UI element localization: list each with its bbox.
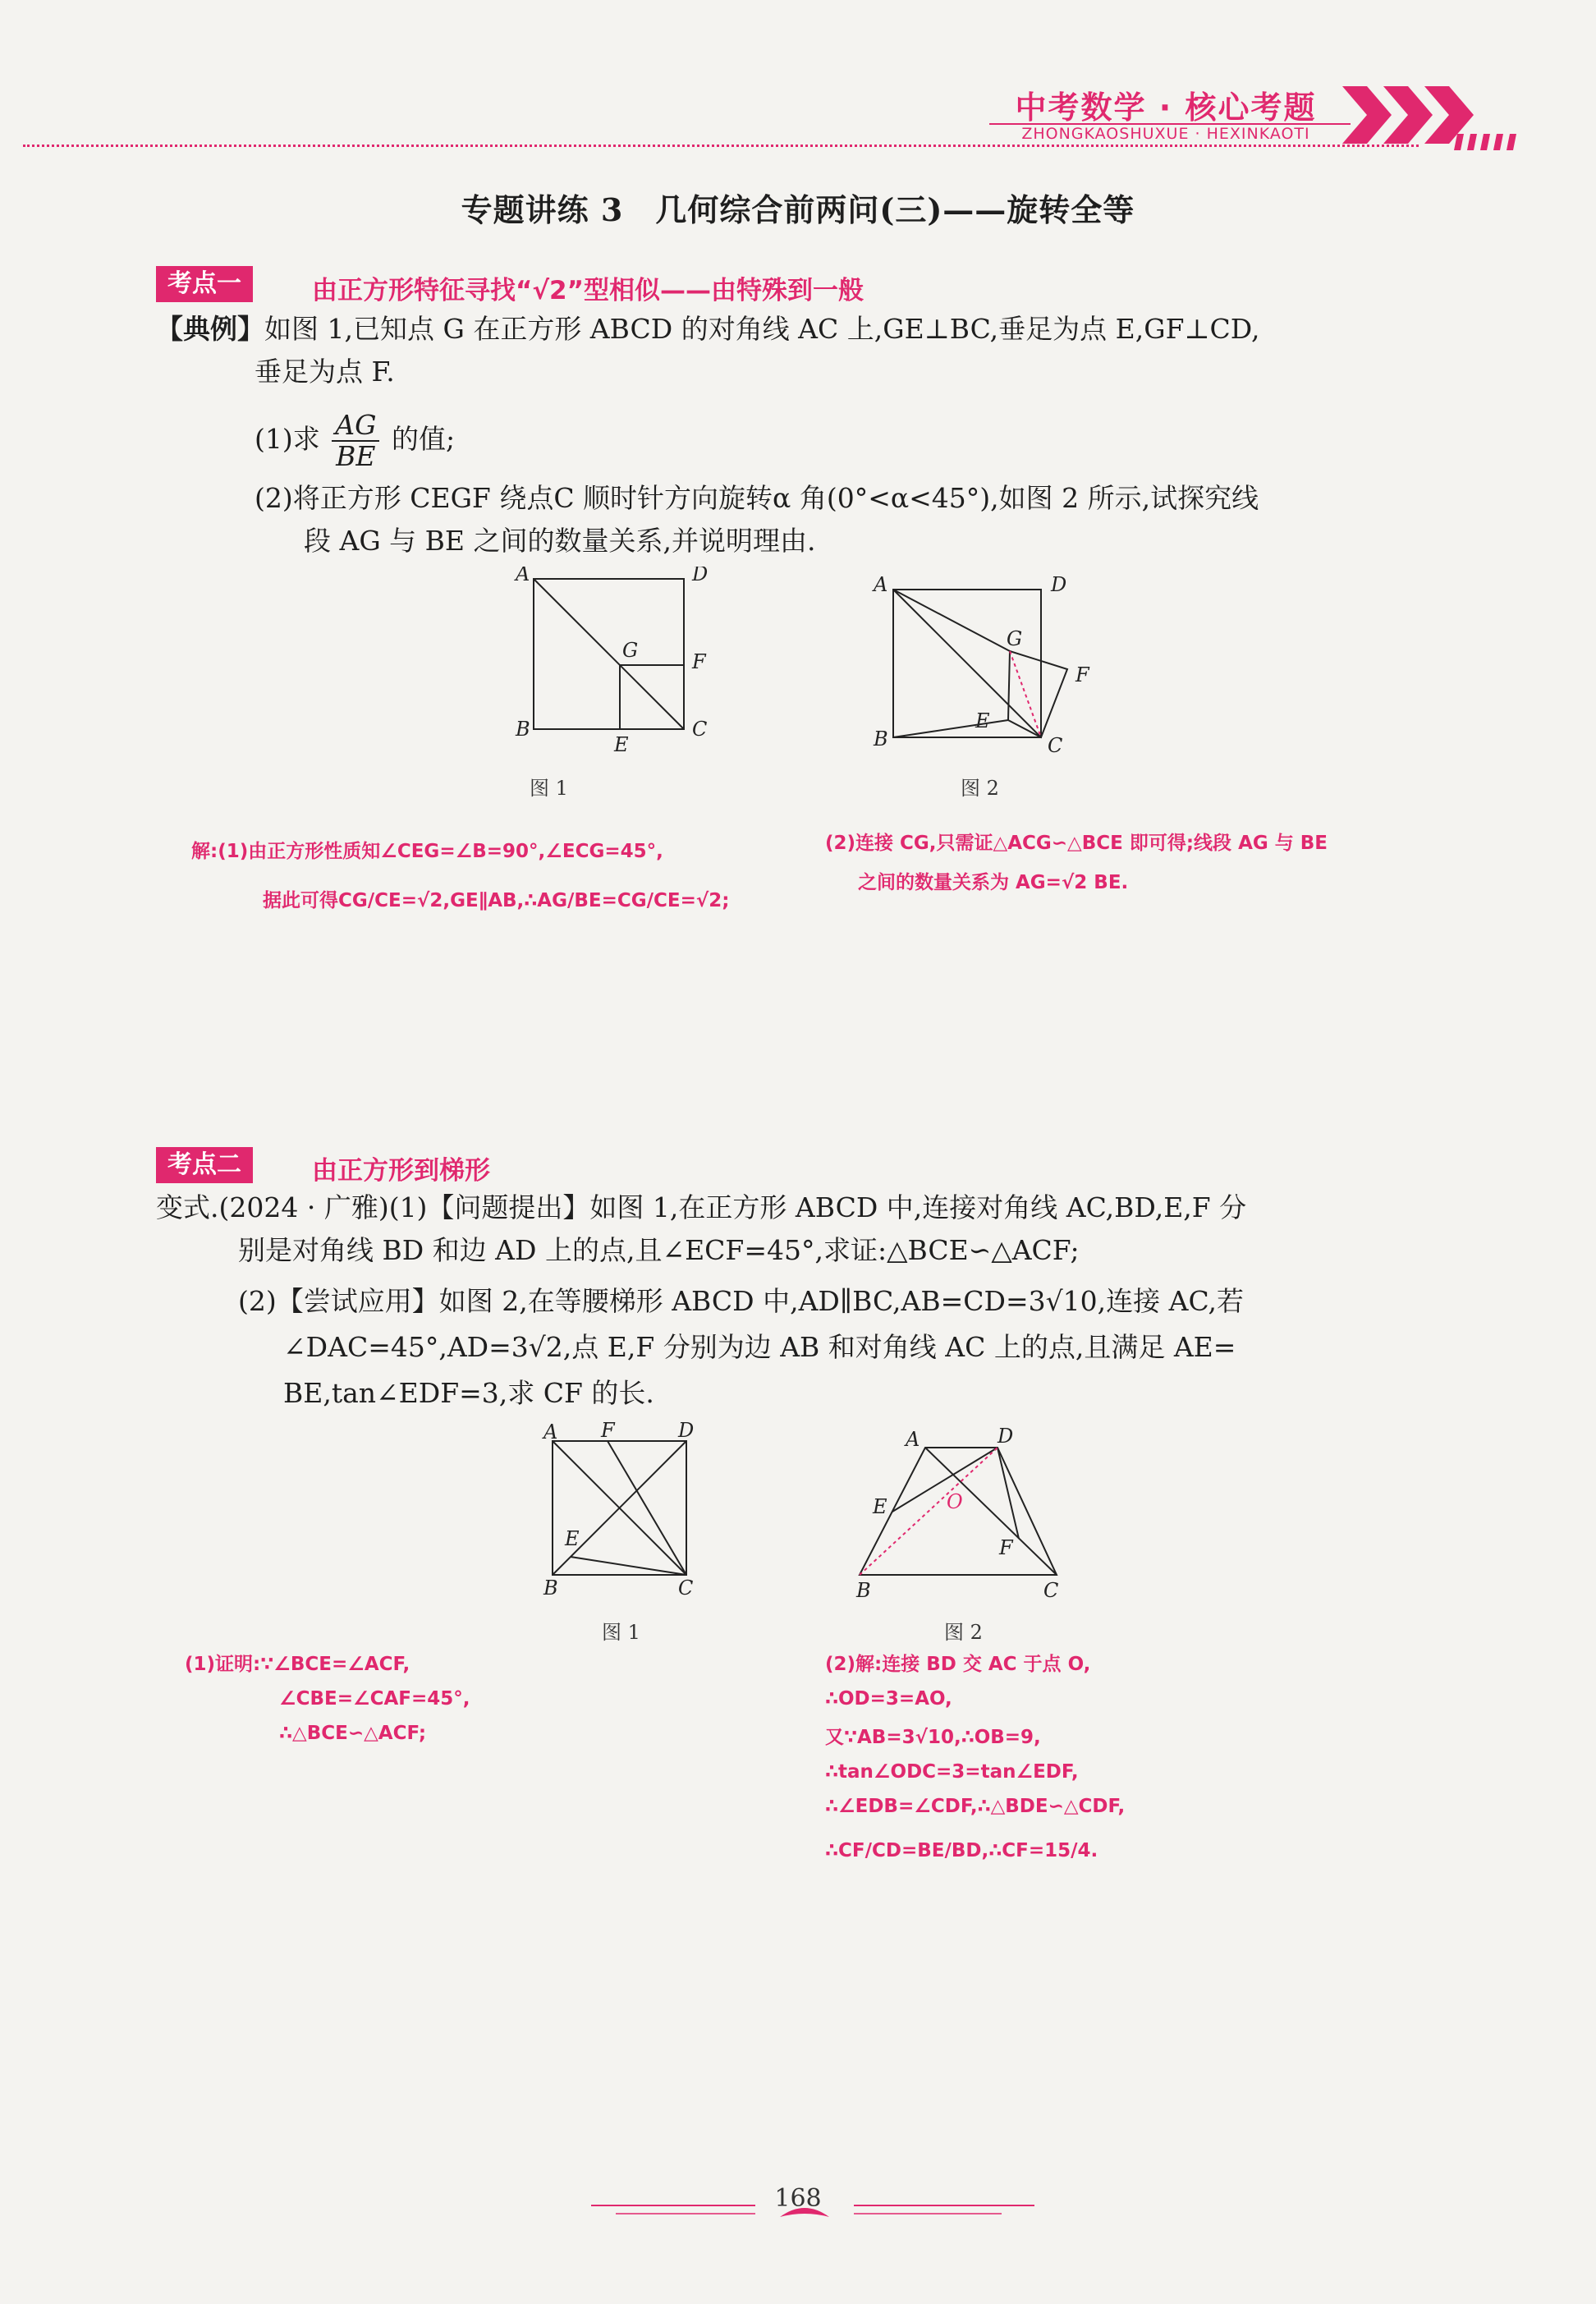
variant-line2: 别是对角线 BD 和边 AD 上的点,且∠ECF=45°,求证:△BCE∽△ACF; — [238, 1234, 1080, 1266]
example-label: 【典例】 — [156, 313, 264, 345]
question-1 — [255, 411, 455, 471]
s2-fig1-caption: 图 1 — [602, 1621, 640, 1644]
s1-fig2-caption: 图 2 — [961, 777, 999, 800]
s1-solution-left-2: 据此可得CG/CE=√2,GE∥AB,∴AG/BE=CG/CE=√2; — [263, 890, 730, 911]
s2-proof-3: ∴△BCE∽△ACF; — [279, 1723, 427, 1744]
svg-text:A: A — [516, 567, 530, 585]
svg-text:B: B — [516, 718, 530, 741]
s2-solution-1: (2)解:连接 BD 交 AC 于点 O, — [825, 1654, 1091, 1675]
svg-text:E: E — [565, 1527, 580, 1550]
page-title: 专题讲练 3 几何综合前两问(三)——旋转全等 — [461, 191, 1135, 228]
svg-text:D: D — [1051, 573, 1067, 596]
svg-text:C: C — [692, 718, 708, 741]
svg-text:C: C — [678, 1577, 694, 1599]
s1-solution-right-2: 之间的数量关系为 AG=√2 BE. — [858, 872, 1129, 893]
question-2-line1: (2)将正方形 CEGF 绕点C 顺时针方向旋转α 角(0°<α<45°),如图 2 所示,试探究线 — [255, 482, 1259, 514]
svg-text:E: E — [975, 709, 990, 732]
example-line1 — [156, 307, 1260, 351]
s2-fig2-caption: 图 2 — [944, 1621, 983, 1644]
q1-numerator: AG — [332, 411, 379, 442]
s1-solution-right-1: (2)连接 CG,只需证△ACG∽△BCE 即可得;线段 AG 与 BE — [825, 833, 1328, 854]
section2-tag: 考点二 — [156, 1147, 253, 1183]
svg-text:A: A — [906, 1428, 920, 1451]
q1-denominator: BE — [336, 440, 376, 472]
svg-text:A: A — [543, 1420, 558, 1443]
svg-text:G: G — [1007, 627, 1023, 650]
svg-text:A: A — [874, 573, 888, 596]
svg-text:D: D — [998, 1425, 1014, 1448]
series-title: 中考数学 · 核心考题 — [1015, 89, 1317, 126]
s2-solution-3: 又∵AB=3√10,∴OB=9, — [825, 1727, 1041, 1748]
s1-figure1 — [493, 567, 739, 755]
example-text-1: 如图 1,已知点 G 在正方形 ABCD 的对角线 AC 上,GE⊥BC,垂足为点 E,GF⊥CD, — [264, 313, 1260, 345]
s1-fig1-caption: 图 1 — [530, 777, 568, 800]
q1-prefix: (1)求 — [255, 423, 320, 455]
svg-text:B: B — [543, 1577, 558, 1599]
page-number: 168 — [774, 2184, 822, 2213]
section1-tag: 考点一 — [156, 266, 253, 302]
svg-text:F: F — [999, 1536, 1013, 1559]
svg-text:B: B — [874, 727, 888, 750]
example-line2: 垂足为点 F. — [255, 356, 395, 388]
svg-text:F: F — [601, 1419, 615, 1442]
section2-heading: 由正方形到梯形 — [312, 1156, 490, 1186]
svg-text:E: E — [614, 733, 629, 755]
s2-proof-1: (1)证明:∵∠BCE=∠ACF, — [185, 1654, 410, 1675]
variant-line3: (2)【尝试应用】如图 2,在等腰梯形 ABCD 中,AD∥BC,AB=CD=3√10,连接 AC,若 — [238, 1285, 1245, 1317]
svg-text:B: B — [856, 1579, 871, 1602]
s2-solution-6: ∴CF/CD=BE/BD,∴CF=15/4. — [825, 1840, 1098, 1861]
svg-text:E: E — [873, 1495, 887, 1518]
svg-text:C: C — [1048, 734, 1063, 755]
s1-figure2 — [862, 567, 1108, 755]
s2-solution-4: ∴tan∠ODC=3=tan∠EDF, — [825, 1761, 1079, 1783]
svg-text:D: D — [692, 567, 709, 585]
s2-solution-2: ∴OD=3=AO, — [825, 1688, 952, 1710]
svg-text:F: F — [692, 650, 706, 673]
question-2-line2: 段 AG 与 BE 之间的数量关系,并说明理由. — [304, 525, 816, 557]
section1-heading: 由正方形特征寻找“√2”型相似——由特殊到一般 — [312, 276, 864, 305]
svg-text:C: C — [1043, 1579, 1059, 1602]
s2-proof-2: ∠CBE=∠CAF=45°, — [279, 1688, 470, 1710]
svg-text:F: F — [1075, 663, 1089, 686]
s2-solution-5: ∴∠EDB=∠CDF,∴△BDE∽△CDF, — [825, 1796, 1126, 1817]
svg-text:G: G — [622, 639, 639, 662]
s1-solution-left-1: 解:(1)由正方形性质知∠CEG=∠B=90°,∠ECG=45°, — [191, 841, 663, 862]
variant-line4: ∠DAC=45°,AD=3√2,点 E,F 分别为边 AB 和对角线 AC 上的点,且满足 AE= — [283, 1331, 1236, 1363]
q1-suffix: 的值; — [391, 423, 456, 455]
variant-line5: BE,tan∠EDF=3,求 CF 的长. — [283, 1377, 654, 1409]
svg-text:O: O — [947, 1490, 963, 1513]
s2-figure1 — [525, 1412, 722, 1609]
variant-line1: 变式.(2024 · 广雅)(1)【问题提出】如图 1,在正方形 ABCD 中,连接对角线 AC,BD,E,F 分 — [156, 1191, 1247, 1223]
series-pinyin: ZHONGKAOSHUXUE · HEXINKAOTI — [1021, 125, 1310, 143]
q1-fraction — [332, 411, 379, 471]
s2-figure2 — [842, 1416, 1088, 1613]
svg-text:D: D — [678, 1419, 695, 1442]
